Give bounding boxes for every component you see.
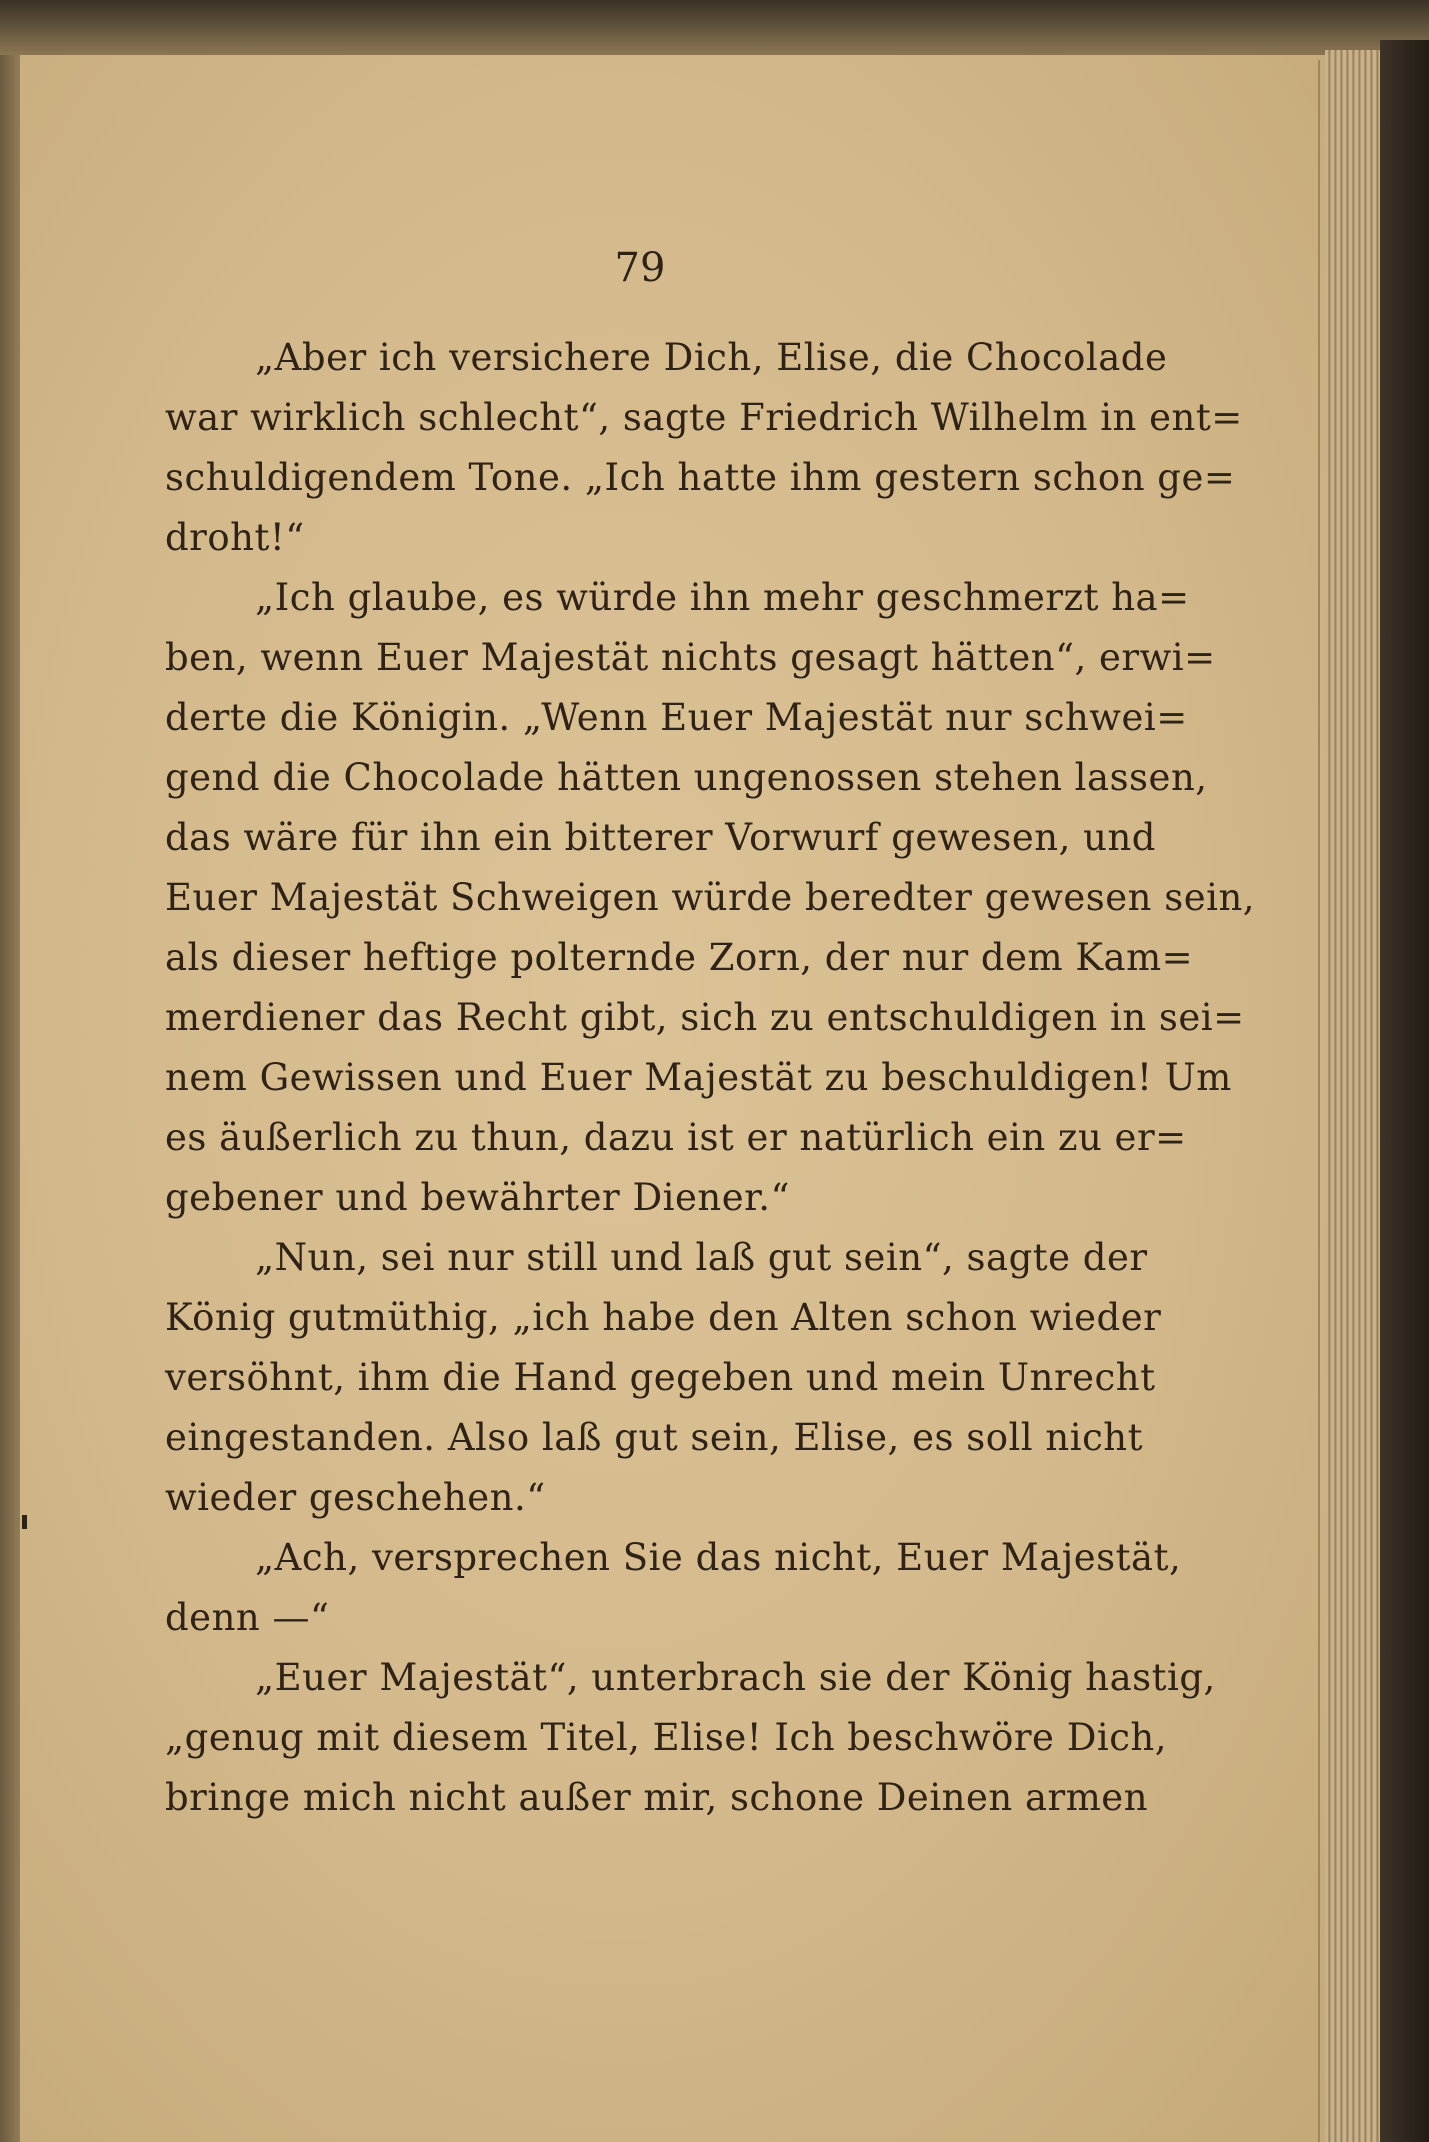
text-line: „Nun, sei nur still und laß gut sein“, sagte der	[255, 1236, 1148, 1279]
text-line: Euer Majestät Schweigen würde beredter gewesen sein,	[165, 876, 1256, 919]
text-line: wieder geschehen.“	[165, 1476, 546, 1519]
text-line: als dieser heftige polternde Zorn, der nur dem Kam=	[165, 936, 1194, 979]
text-line: nem Gewissen und Euer Majestät zu beschuldigen! Um	[165, 1056, 1232, 1099]
margin-mark	[22, 1515, 27, 1529]
text-line: war wirklich schlecht“, sagte Friedrich Wilhelm in ent=	[165, 396, 1243, 439]
text-line: König gutmüthig, „ich habe den Alten schon wieder	[165, 1296, 1162, 1339]
top-edge-shadow	[0, 0, 1429, 55]
text-line: ben, wenn Euer Majestät nichts gesagt hätten“, erwi=	[165, 636, 1216, 679]
text-line: versöhnt, ihm die Hand gegeben und mein Unrecht	[165, 1356, 1156, 1399]
text-line: denn —“	[165, 1596, 330, 1639]
page-edges	[1325, 50, 1380, 2142]
page-fold-line	[1318, 60, 1320, 2142]
text-line: derte die Königin. „Wenn Euer Majestät nur schwei=	[165, 696, 1188, 739]
text-line: „Ich glaube, es würde ihn mehr geschmerzt ha=	[255, 576, 1190, 619]
text-line: „Euer Majestät“, unterbrach sie der König hastig,	[255, 1656, 1216, 1699]
text-line: eingestanden. Also laß gut sein, Elise, es soll nicht	[165, 1416, 1143, 1459]
text-line: „Aber ich versichere Dich, Elise, die Chocolade	[255, 336, 1168, 379]
text-line: merdiener das Recht gibt, sich zu entschuldigen in sei=	[165, 996, 1245, 1039]
text-line: bringe mich nicht außer mir, schone Deinen armen	[165, 1776, 1149, 1819]
text-line: das wäre für ihn ein bitterer Vorwurf gewesen, und	[165, 816, 1156, 859]
cover-edge	[1380, 40, 1429, 2142]
text-line: „genug mit diesem Titel, Elise! Ich beschwöre Dich,	[165, 1716, 1168, 1759]
text-line: es äußerlich zu thun, dazu ist er natürlich ein zu er=	[165, 1116, 1187, 1159]
text-line: droht!“	[165, 516, 305, 559]
text-line: „Ach, versprechen Sie das nicht, Euer Majestät,	[255, 1536, 1182, 1579]
page-number: 79	[614, 245, 666, 291]
text-line: gebener und bewährter Diener.“	[165, 1176, 790, 1219]
text-line: schuldigendem Tone. „Ich hatte ihm gestern schon ge=	[165, 456, 1236, 499]
text-line: gend die Chocolade hätten ungenossen stehen lassen,	[165, 756, 1208, 799]
